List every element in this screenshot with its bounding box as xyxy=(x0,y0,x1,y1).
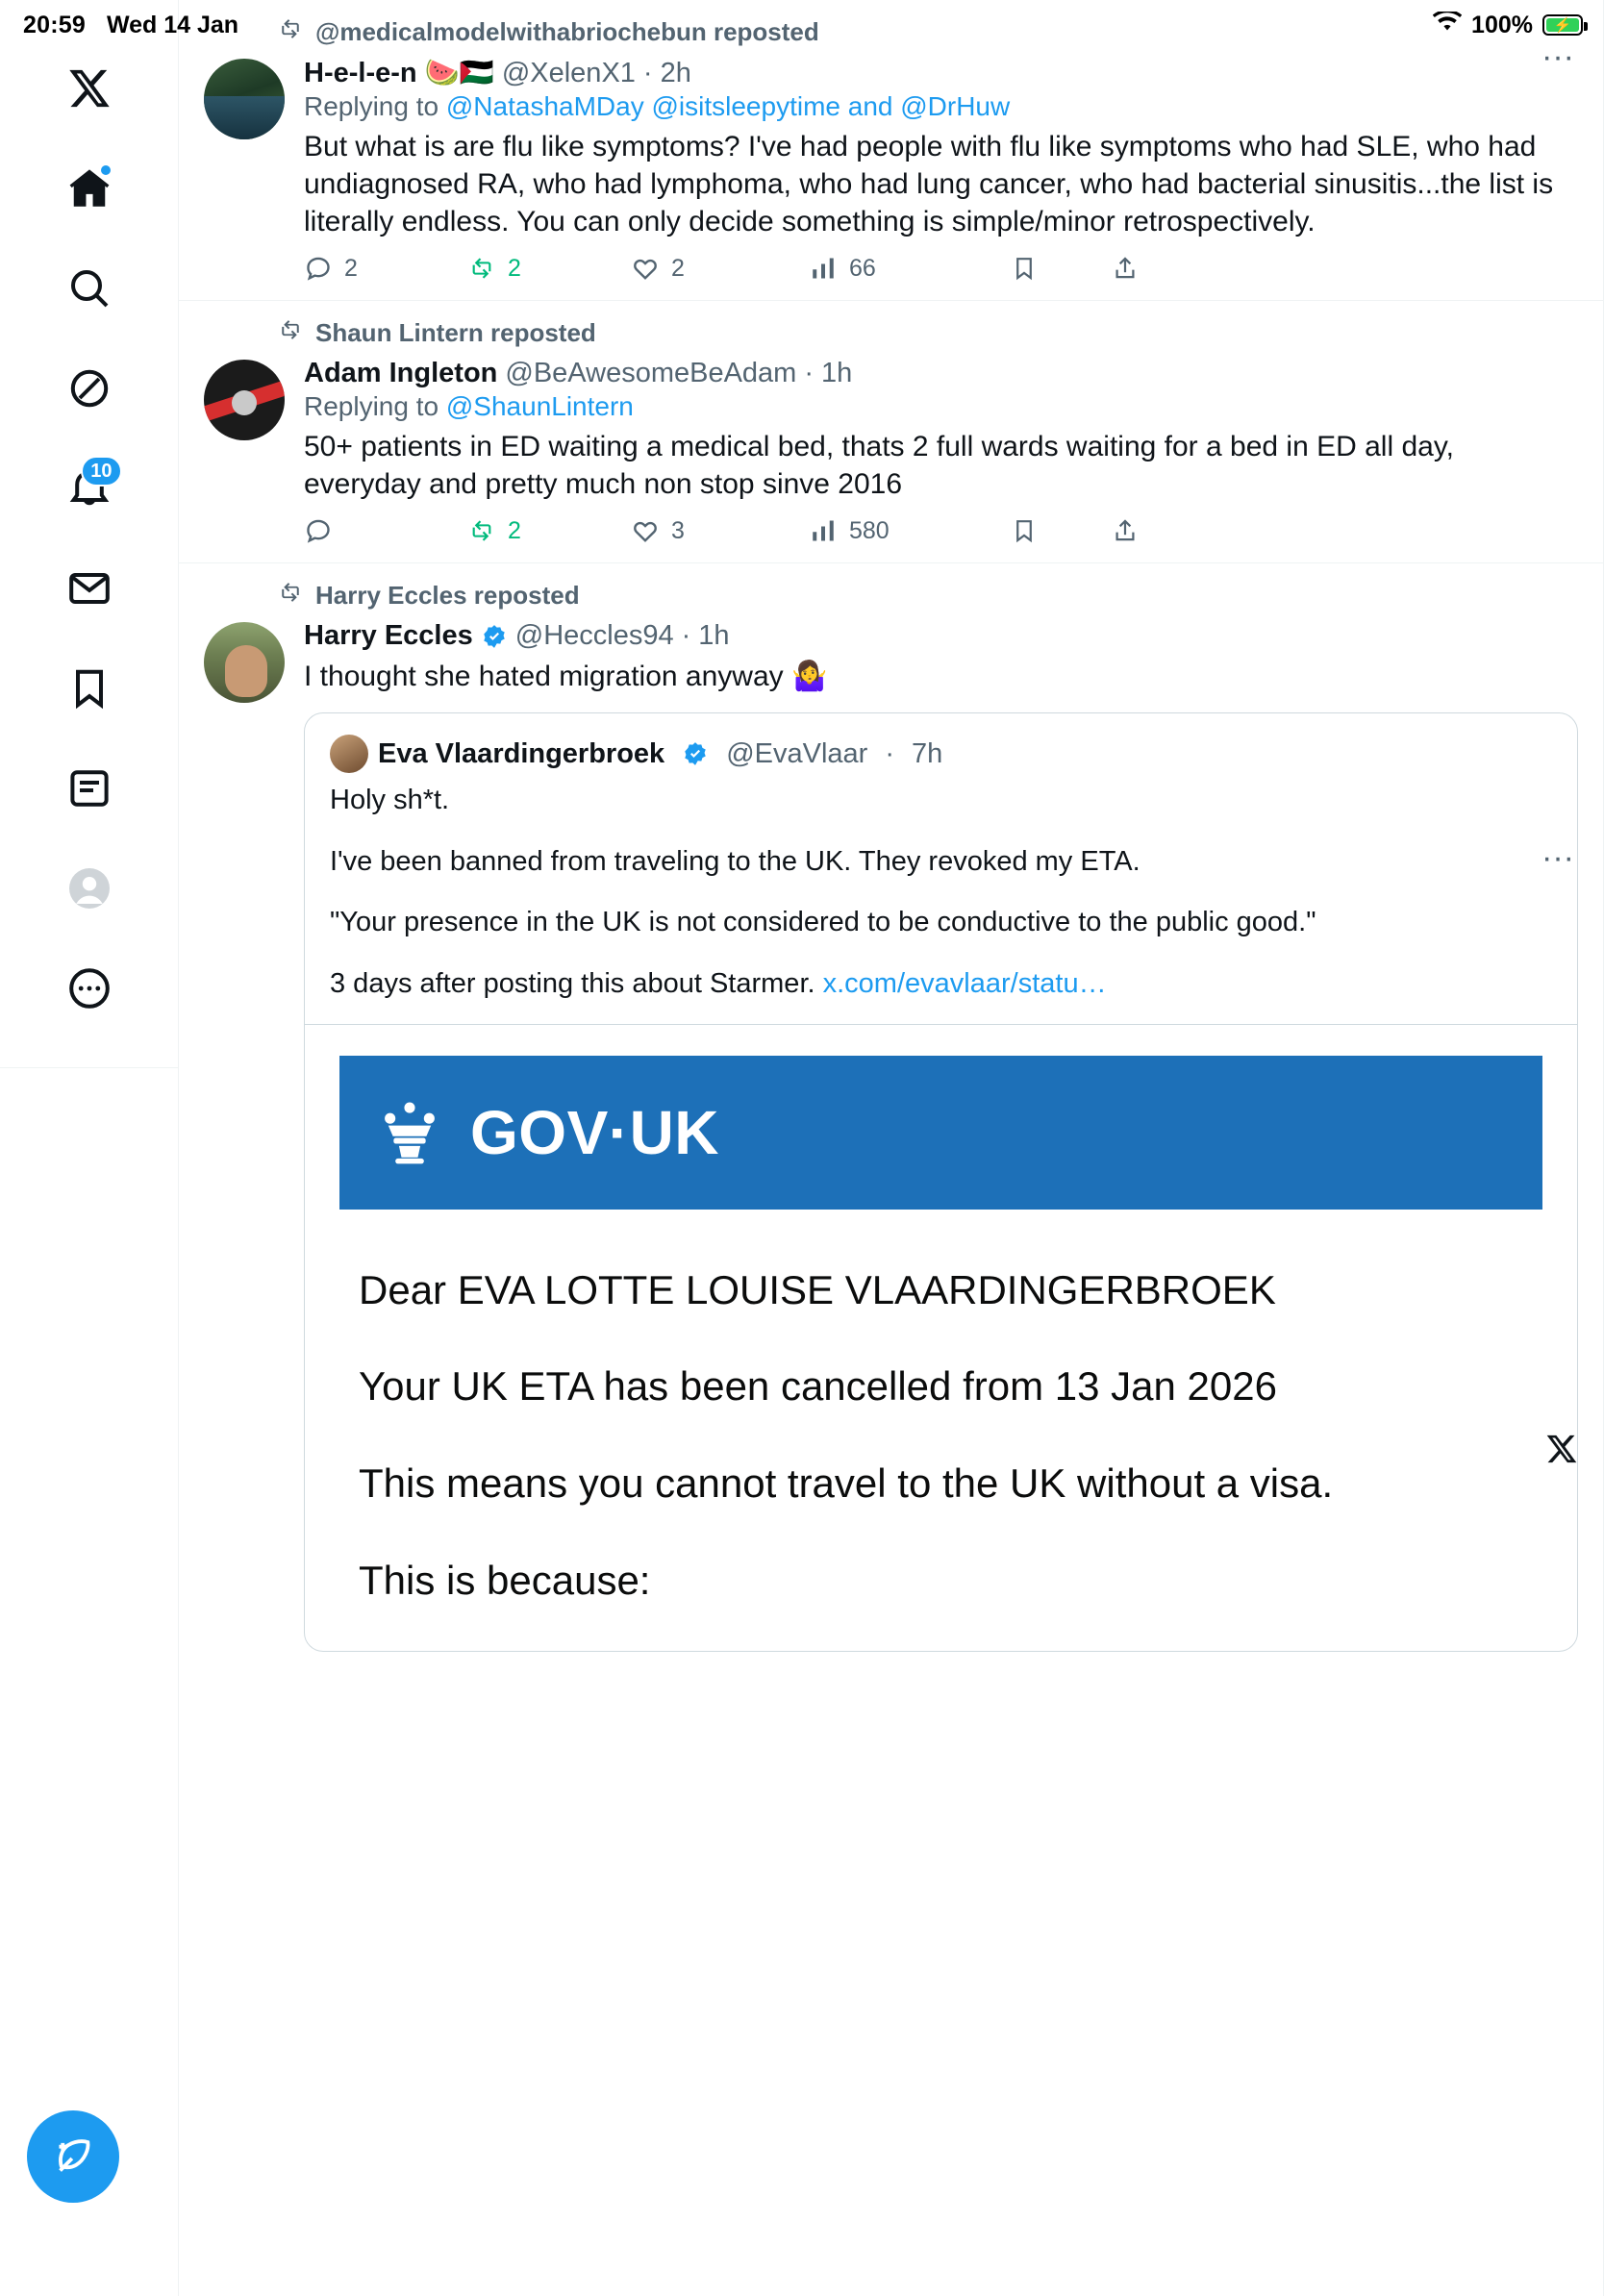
repost-action[interactable] xyxy=(467,254,631,283)
sidebar-item-messages[interactable] xyxy=(43,542,136,635)
post-author-row[interactable] xyxy=(304,38,1578,89)
separator-dot: · xyxy=(885,737,894,769)
compose-post-button[interactable] xyxy=(27,2110,119,2203)
replying-prefix: Replying to xyxy=(304,391,446,421)
author-display-name[interactable]: H-e-l-e-n xyxy=(304,57,417,88)
sidebar-item-lists[interactable] xyxy=(43,742,136,835)
quoted-paragraph: Holy sh*t. xyxy=(330,785,450,815)
repost-icon xyxy=(277,316,304,350)
author-handle[interactable]: @Heccles94 xyxy=(514,620,674,651)
battery-charging-icon: ⚡ xyxy=(1542,14,1583,36)
post-actions[interactable] xyxy=(304,254,1578,283)
view-count: 66 xyxy=(849,254,876,282)
like-count: 3 xyxy=(671,516,685,544)
search-icon-label xyxy=(88,288,89,289)
govuk-wordmark: GOV·UK xyxy=(470,1097,719,1167)
post-text: I thought she hated migration anyway 🤷‍♀️ xyxy=(304,661,828,692)
post-more-button[interactable]: ··· xyxy=(1541,38,1574,75)
compose-label xyxy=(73,2157,74,2158)
sidebar-item-bookmarks[interactable] xyxy=(43,642,136,735)
more-label xyxy=(88,988,89,989)
letter-paragraph: Dear EVA LOTTE LOUISE VLAARDINGERBROEK xyxy=(359,1266,1276,1312)
status-date: Wed 14 Jan xyxy=(106,11,239,38)
x-logo-label xyxy=(88,88,89,89)
quoted-display-name[interactable]: Eva Vlaardingerbroek xyxy=(378,737,665,769)
sidebar-divider xyxy=(0,1067,178,1068)
post-timestamp[interactable]: 2h xyxy=(660,57,691,88)
sidebar-item-more[interactable] xyxy=(43,942,136,1035)
post-actions[interactable] xyxy=(304,516,1578,545)
lists-label xyxy=(88,788,89,789)
repost-label: Harry Eccles reposted xyxy=(315,581,580,610)
home-unread-dot xyxy=(99,163,113,177)
repost-icon xyxy=(277,579,304,612)
verified-badge-icon xyxy=(481,623,508,650)
post-text: 50+ patients in ED waiting a medical bed, thats 2 full wards waiting for a bed in ED all day, everyday and pretty much non stop sinve 2016 xyxy=(304,431,1454,500)
bookmarks-label xyxy=(88,688,89,689)
author-handle[interactable]: @XelenX1 xyxy=(501,57,636,88)
post-text: But what is are flu like symptoms? I've had people with flu like symptoms who had SLE, who had undiagnosed RA, who had lymphoma, who had lung cancer, who had bacterial sinusitis...the list is literally endless. You can only decide something is simple/minor retrospectively. xyxy=(304,131,1554,237)
post-author-row[interactable] xyxy=(304,620,1578,652)
like-count: 2 xyxy=(671,254,685,282)
author-display-name[interactable]: Harry Eccles xyxy=(304,620,473,651)
quoted-timestamp[interactable]: 7h xyxy=(911,737,943,769)
quoted-text xyxy=(305,773,1577,1024)
quoted-post[interactable] xyxy=(304,712,1578,1652)
quoted-paragraph: I've been banned from traveling to the UK. They revoked my ETA. xyxy=(330,845,1140,877)
grok-icon-label xyxy=(88,388,89,389)
bookmark-action[interactable] xyxy=(1011,517,1112,544)
quoted-link[interactable]: x.com/evavlaar/statu… xyxy=(822,968,1107,1000)
repost-context xyxy=(204,301,1578,354)
author-handle[interactable]: @BeAwesomeBeAdam xyxy=(505,358,797,388)
sidebar-item-grok[interactable] xyxy=(43,342,136,435)
quoted-paragraph-with-link xyxy=(330,966,1552,1003)
messages-label xyxy=(88,588,89,589)
repost-label: Shaun Lintern reposted xyxy=(315,318,596,347)
repost-count: 2 xyxy=(508,516,521,544)
author-name-emoji: 🍉🇵🇸 xyxy=(424,58,494,88)
post-timestamp[interactable]: 1h xyxy=(821,358,853,388)
like-action[interactable] xyxy=(631,254,809,283)
replying-to-line xyxy=(304,91,1578,122)
separator-dot: · xyxy=(642,57,653,88)
avatar-column[interactable] xyxy=(204,616,304,1652)
avatar-column[interactable] xyxy=(204,354,304,562)
post-timestamp[interactable]: 1h xyxy=(698,620,730,651)
notifications-badge: 10 xyxy=(81,456,121,487)
sidebar-item-home-label xyxy=(88,188,89,189)
sidebar-item-search[interactable] xyxy=(43,242,136,335)
status-time: 20:59 xyxy=(23,11,86,38)
wifi-icon xyxy=(1433,12,1462,39)
sidebar-item-notifications[interactable] xyxy=(43,442,136,535)
share-action[interactable] xyxy=(1112,517,1139,544)
quoted-image[interactable] xyxy=(305,1024,1577,1609)
repost-context xyxy=(204,563,1578,616)
share-action[interactable] xyxy=(1112,255,1139,282)
separator-dot: · xyxy=(804,358,815,388)
x-logo[interactable] xyxy=(43,42,136,135)
repost-count: 2 xyxy=(508,254,521,282)
post-more-button[interactable]: ··· xyxy=(1541,839,1574,876)
promoted-x-icon xyxy=(1545,1433,1578,1473)
timeline[interactable] xyxy=(179,0,1604,2296)
letter-paragraph: This means you cannot travel to the UK without a visa. xyxy=(359,1460,1334,1507)
replying-handles[interactable]: @ShaunLintern xyxy=(445,391,634,421)
sidebar-item-profile[interactable] xyxy=(43,842,136,935)
letter-paragraph: Your UK ETA has been cancelled from 13 Jan 2026 xyxy=(359,1363,1277,1410)
sidebar-item-home[interactable] xyxy=(43,142,136,235)
replying-prefix: Replying to xyxy=(304,91,446,121)
notifications-label xyxy=(88,488,89,489)
quoted-avatar[interactable] xyxy=(330,735,368,773)
author-display-name[interactable]: Adam Ingleton xyxy=(304,358,498,388)
replying-handles[interactable]: @NatashaMDay @isitsleepytime and @DrHuw xyxy=(445,91,1011,121)
verified-badge-icon xyxy=(682,740,709,767)
crown-icon xyxy=(374,1097,445,1168)
avatar[interactable] xyxy=(204,59,285,139)
govuk-letter-text xyxy=(305,1210,1577,1609)
repost-label: @medicalmodelwithabriochebun reposted xyxy=(315,17,819,46)
quoted-paragraph-text: 3 days after posting this about Starmer. xyxy=(330,968,823,1000)
avatar-column[interactable] xyxy=(204,53,304,300)
post-item[interactable] xyxy=(179,563,1603,1652)
govuk-banner xyxy=(339,1056,1542,1210)
reply-count: 2 xyxy=(344,254,358,282)
replying-to-line xyxy=(304,391,1578,422)
quoted-author-row[interactable] xyxy=(305,713,1577,773)
reply-action[interactable] xyxy=(304,254,467,283)
view-count: 580 xyxy=(849,516,890,544)
reply-action[interactable] xyxy=(304,516,467,545)
profile-label xyxy=(88,888,89,889)
avatar[interactable] xyxy=(204,360,285,440)
status-bar xyxy=(0,0,1604,50)
repost-action[interactable] xyxy=(467,516,631,545)
views-action[interactable] xyxy=(809,254,1011,283)
bookmark-action[interactable] xyxy=(1011,255,1112,282)
avatar[interactable] xyxy=(204,622,285,703)
like-action[interactable] xyxy=(631,516,809,545)
battery-percent: 100% xyxy=(1471,11,1533,38)
sidebar xyxy=(0,0,179,2296)
letter-paragraph: This is because: xyxy=(359,1557,651,1603)
views-action[interactable] xyxy=(809,516,1011,545)
quoted-paragraph: "Your presence in the UK is not considered to be conductive to the public good." xyxy=(330,907,1316,938)
quoted-handle[interactable]: @EvaVlaar xyxy=(726,737,868,769)
separator-dot: · xyxy=(681,620,691,651)
